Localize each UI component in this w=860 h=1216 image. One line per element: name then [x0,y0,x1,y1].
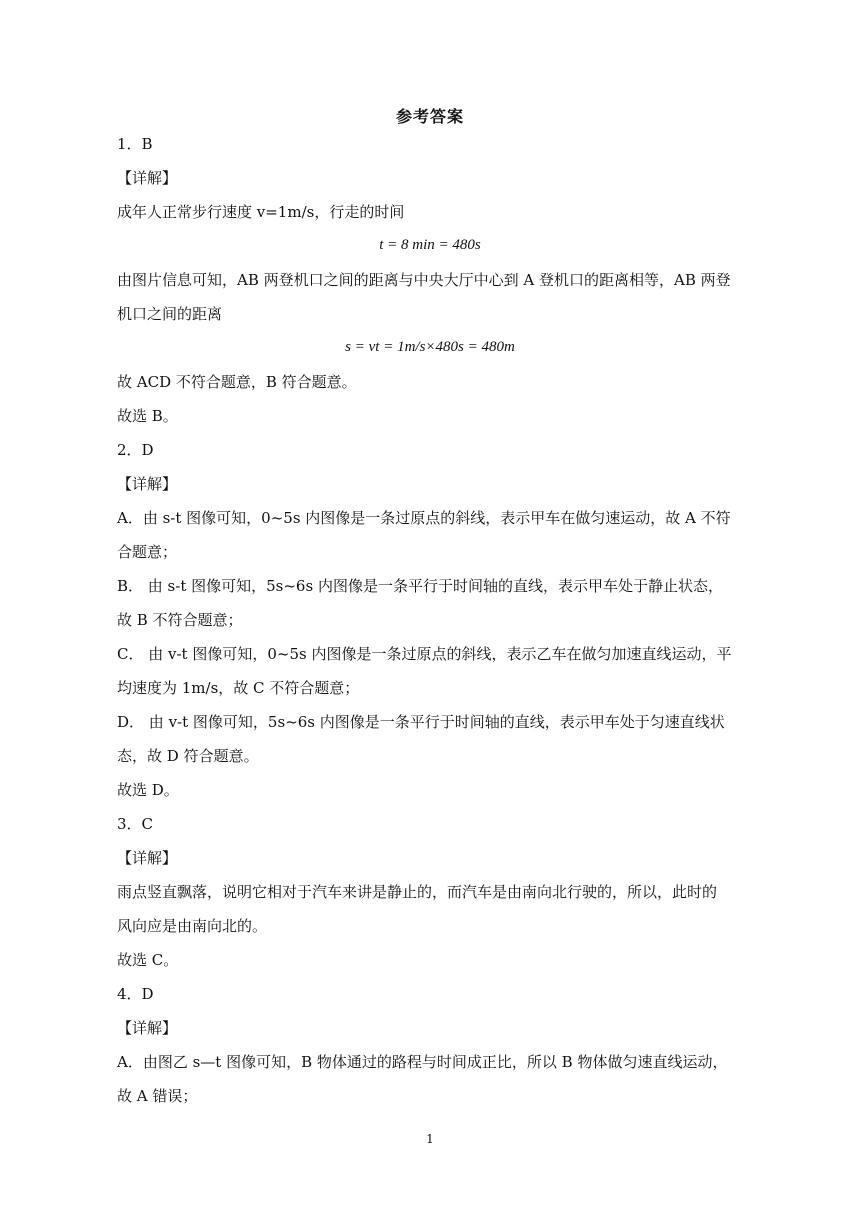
q2-answer: 2．D [117,441,154,459]
q1-text: 成年人正常步行速度 v=1m/s，行走的时间 [117,203,405,221]
q1-text: 故 ACD 不符合题意，B 符合题意。 [117,373,357,391]
q1-text: 机口之间的距离 [117,305,223,323]
q2-option-c: C． 由 v-t 图像可知，0~5s 内图像是一条过原点的斜线，表示乙车在做匀加速直线运动，平 [117,645,732,663]
q4-option-a-cont: 故 A 错误； [117,1087,198,1105]
q3-detail-heading: 【详解】 [117,849,178,867]
q3-text: 风向应是由南向北的。 [117,917,268,935]
q1-text: 由图片信息可知，AB 两登机口之间的距离与中央大厅中心到 A 登机口的距离相等，AB 两登 [117,271,731,289]
q3-answer: 3．C [117,815,154,833]
q2-option-b-cont: 故 B 不符合题意； [117,611,243,629]
q2-option-a-cont: 合题意； [117,543,178,561]
q2-choice: 故选 D。 [117,781,179,799]
q1-answer: 1．B [117,135,153,153]
q3-text: 雨点竖直飘落，说明它相对于汽车来讲是静止的，而汽车是由南向北行驶的，所以，此时的 [117,883,718,901]
q4-detail-heading: 【详解】 [117,1019,178,1037]
q2-detail-heading: 【详解】 [117,475,178,493]
q2-option-c-cont: 均速度为 1m/s，故 C 不符合题意； [117,679,360,697]
page-number: 1 [426,1132,434,1146]
q4-option-a: A．由图乙 s—t 图像可知，B 物体通过的路程与时间成正比，所以 B 物体做匀速直线运动， [117,1053,728,1071]
q1-formula-time: t = 8 min = 480s [379,237,481,253]
q2-option-d: D． 由 v-t 图像可知，5s~6s 内图像是一条平行于时间轴的直线，表示甲车处于匀速直线状 [117,713,725,731]
q1-formula-distance: s = vt = 1m/s×480s = 480m [345,339,515,355]
q3-choice: 故选 C。 [117,951,179,969]
page-title: 参考答案 [395,107,464,126]
q1-choice: 故选 B。 [117,407,178,425]
q2-option-a: A．由 s-t 图像可知，0~5s 内图像是一条过原点的斜线，表示甲车在做匀速运动，故 A 不符 [117,509,731,527]
q2-option-b: B． 由 s-t 图像可知，5s~6s 内图像是一条平行于时间轴的直线，表示甲车处于静止状态， [117,577,723,595]
q2-option-d-cont: 态，故 D 符合题意。 [117,747,259,765]
q1-detail-heading: 【详解】 [117,169,178,187]
q4-answer: 4．D [117,985,154,1003]
